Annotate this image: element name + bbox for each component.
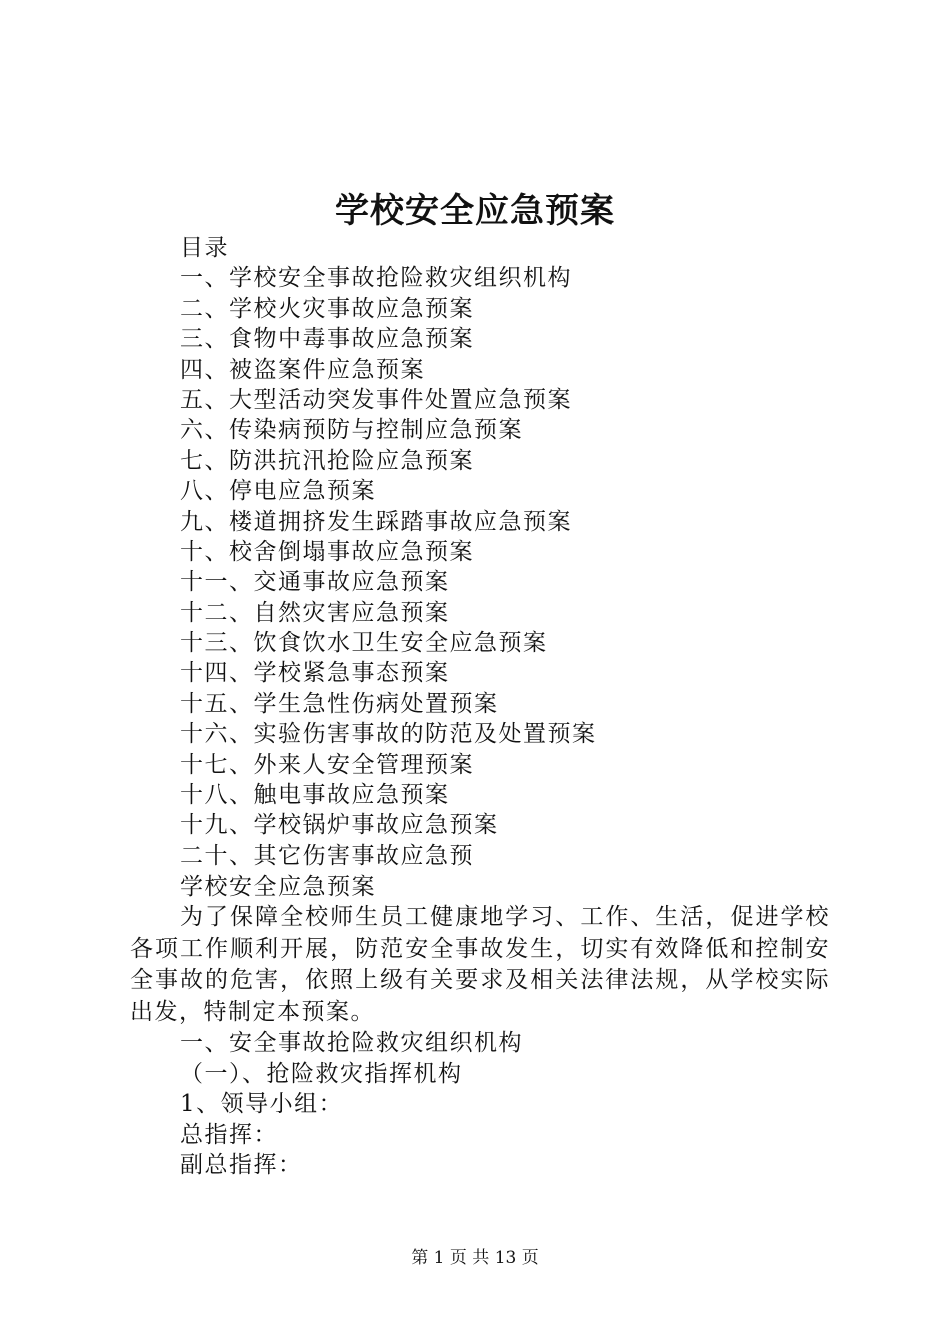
toc-item: 一、学校安全事故抢险救灾组织机构: [180, 265, 572, 292]
toc-item: 十六、实验伤害事故的防范及处置预案: [180, 721, 597, 748]
toc-item: 十五、学生急性伤病处置预案: [180, 690, 499, 717]
toc-item: 十二、自然灾害应急预案: [180, 599, 450, 626]
toc-item: 二、学校火灾事故应急预案: [180, 295, 474, 322]
toc-item: 十九、学校锅炉事故应急预案: [180, 812, 499, 839]
table-of-contents: [180, 233, 597, 871]
heading-1: 一、安全事故抢险救灾组织机构: [180, 1030, 523, 1057]
toc-item: 十一、交通事故应急预案: [180, 569, 450, 596]
toc-item: 八、停电应急预案: [180, 478, 376, 505]
leadership-group-label: 1、领导小组：: [180, 1091, 344, 1118]
document-body: [130, 872, 830, 1180]
toc-item: 二十、其它伤害事故应急预: [180, 842, 474, 869]
toc-item: 三、食物中毒事故应急预案: [180, 326, 474, 353]
deputy-commander-label: 副总指挥：: [180, 1151, 303, 1178]
toc-item: 十八、触电事故应急预案: [180, 782, 450, 809]
toc-item: 六、传染病预防与控制应急预案: [180, 417, 523, 444]
commander-label: 总指挥：: [180, 1121, 278, 1148]
section-title: 学校安全应急预案: [180, 874, 376, 900]
toc-item: 十、校舍倒塌事故应急预案: [180, 538, 474, 565]
toc-item: 四、被盗案件应急预案: [180, 356, 425, 383]
toc-item: 七、防洪抗汛抢险应急预案: [180, 447, 474, 474]
subheading-1: （一）、抢险救灾指挥机构: [180, 1060, 463, 1087]
intro-paragraph: 为了保障全校师生员工健康地学习、工作、生活，促进学校各项工作顺利开展，防范安全事故发生，切实有效降低和控制安全事故的危害，依照上级有关要求及相关法律法规，从学校实际出发，特制定本预案。: [130, 904, 830, 1025]
toc-item: 五、大型活动突发事件处置应急预案: [180, 386, 572, 413]
toc-item: 十四、学校紧急事态预案: [180, 660, 450, 687]
toc-item: 十七、外来人安全管理预案: [180, 751, 474, 778]
document-title: 学校安全应急预案: [335, 191, 615, 231]
toc-item: 十三、饮食饮水卫生安全应急预案: [180, 630, 548, 657]
toc-heading: 目录: [180, 235, 229, 261]
page-footer: 第 1 页 共 13 页: [411, 1248, 539, 1268]
toc-item: 九、楼道拥挤发生踩踏事故应急预案: [180, 508, 572, 535]
